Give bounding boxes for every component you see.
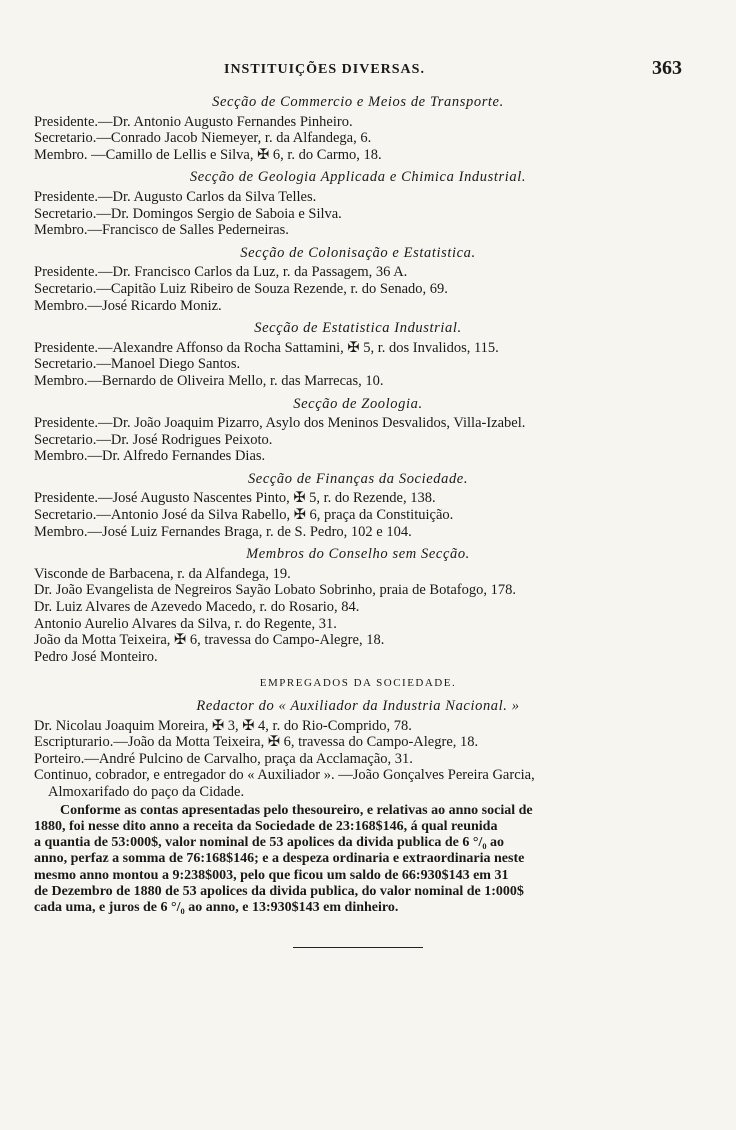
member-line: Presidente.—Dr. João Joaquim Pizarro, Asylo dos Meninos Desvalidos, Villa-Izabel. [34,415,526,432]
employee-line: Continuo, cobrador, e entregador do « Auxiliador ». —João Gonçalves Pereira Garcia, [34,767,535,784]
section-title: Membros do Conselho sem Secção. [246,546,470,563]
paragraph-line: a quantia de 53:000$, valor nominal de 53 apolices da divida publica de 6 °/₀ ao [34,835,505,851]
member-line: Presidente.—Dr. Francisco Carlos da Luz, r. da Passagem, 36 A. [34,264,408,281]
section-title: Secção de Estatistica Industrial. [254,320,462,337]
employees-title: EMPREGADOS DA SOCIEDADE. [259,677,457,690]
section-title: Secção de Geologia Applicada e Chimica Industrial. [189,169,527,186]
member-line: Secretario.—Capitão Luiz Ribeiro de Souza Rezende, r. do Senado, 69. [34,280,448,297]
running-title: INSTITUIÇÕES DIVERSAS. [224,62,425,77]
employee-line: Escripturario.—João da Motta Teixeira, ✠ 6, travessa do Campo-Alegre, 18. [34,734,479,751]
member-line: Membro.—Bernardo de Oliveira Mello, r. das Marrecas, 10. [34,372,384,389]
member-line: Secretario.—Manoel Diego Santos. [34,356,241,373]
section-estatistica-industrial [34,320,682,389]
page-number: 363 [652,57,682,79]
member-line: Membro.—Francisco de Salles Pederneiras. [34,222,289,239]
member-line: Secretario.—Conrado Jacob Niemeyer, r. da Alfandega, 6. [34,130,372,147]
member-line: Dr. João Evangelista de Negreiros Sayão Lobato Sobrinho, praia de Botafogo, 178. [34,582,517,599]
section-title: Secção de Colonisação e Estatistica. [240,244,476,261]
member-line: Antonio Aurelio Alvares da Silva, r. do Regente, 31. [34,615,337,632]
section-geologia [34,169,682,238]
member-line: Membro.—José Luiz Fernandes Braga, r. de S. Pedro, 102 e 104. [34,523,412,540]
member-line: Secretario.—Dr. José Rodrigues Peixoto. [34,431,273,448]
section-colonisacao [34,245,682,314]
closing-rule [293,947,423,948]
paragraph-line: de Dezembro de 1880 de 53 apolices da divida publica, do valor nominal de 1:000$ [34,884,524,900]
member-line: Presidente.—Dr. Antonio Augusto Fernandes Pinheiro. [34,113,353,130]
paragraph-line: anno, perfaz a somma de 76:168$146; e a despeza ordinaria e extraordinaria neste [34,851,525,867]
employees-subtitle: Redactor do « Auxiliador da Industria Nacional. » [196,698,520,714]
section-conselho [34,546,682,665]
member-line: Membro. —Camillo de Lellis e Silva, ✠ 6, r. do Carmo, 18. [34,146,382,163]
section-zoologia [34,396,682,465]
member-line: Visconde de Barbacena, r. da Alfandega, 19. [34,565,291,582]
section-title: Secção de Commercio e Meios de Transporte. [212,94,504,110]
member-line: Pedro José Monteiro. [34,648,158,665]
page [34,58,682,948]
section-empregados [34,675,682,800]
member-line: Secretario.—Dr. Domingos Sergio de Saboia e Silva. [34,205,342,222]
paragraph-line: Conforme as contas apresentadas pelo thesoureiro, e relativas ao anno social de [60,802,533,818]
member-line: Presidente.—Alexandre Affonso da Rocha Sattamini, ✠ 5, r. dos Invalidos, 115. [34,339,499,356]
section-financas [34,471,682,540]
employee-line: Porteiro.—André Pulcino de Carvalho, praça da Acclamação, 31. [34,750,413,767]
financial-paragraph [34,803,682,917]
member-line: Dr. Luiz Alvares de Azevedo Macedo, r. do Rosario, 84. [34,599,360,616]
member-line: Presidente.—José Augusto Nascentes Pinto, ✠ 5, r. do Rezende, 138. [34,490,436,507]
employee-line: Almoxarifado do paço da Cidade. [48,783,245,800]
section-title: Secção de Finanças da Sociedade. [247,470,469,487]
paragraph-line: 1880, foi nesse dito anno a receita da Sociedade de 23:168$146, á qual reunida [34,818,498,834]
member-line: Secretario.—Antonio José da Silva Rabello, ✠ 6, praça da Constituição. [34,507,454,524]
section-title: Secção de Zoologia. [293,395,423,412]
section-commercio [34,94,682,163]
paragraph-line: cada uma, e juros de 6 °/₀ ao anno, e 13:930$143 em dinheiro. [34,900,399,916]
member-line: João da Motta Teixeira, ✠ 6, travessa do Campo-Alegre, 18. [34,632,385,649]
member-line: Presidente.—Dr. Augusto Carlos da Silva Telles. [34,188,317,205]
member-line: Membro.—Dr. Alfredo Fernandes Dias. [34,448,266,465]
member-line: Membro.—José Ricardo Moniz. [34,297,222,314]
page-header [34,58,682,88]
paragraph-line: mesmo anno montou a 9:238$003, pelo que ficou um saldo de 66:930$143 em 31 [34,867,509,883]
employee-line: Dr. Nicolau Joaquim Moreira, ✠ 3, ✠ 4, r. do Rio-Comprido, 78. [34,717,412,734]
